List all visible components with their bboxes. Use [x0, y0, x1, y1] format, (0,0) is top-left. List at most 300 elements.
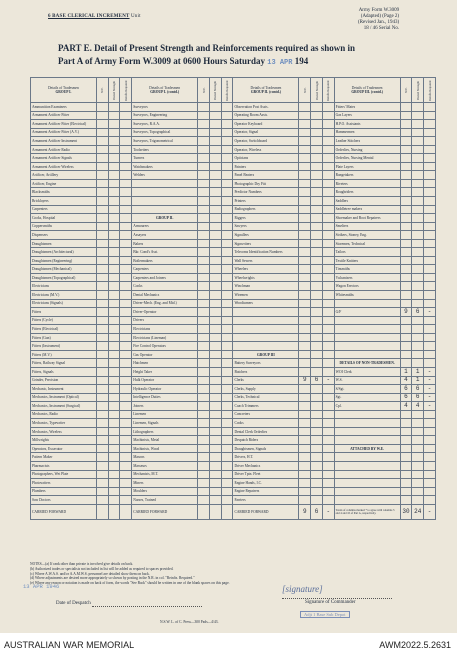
cell-we	[198, 231, 210, 240]
cell-reinf	[322, 291, 334, 300]
cell-reinf	[424, 479, 436, 488]
cell-we	[400, 342, 412, 351]
cell-posted	[108, 171, 120, 180]
trade-cell: Mechanics, Typewriter	[31, 419, 97, 428]
col-we-3: W.E.	[299, 78, 311, 103]
cell-posted	[108, 137, 120, 146]
col-details-2: Details of Tradesmen GROUP I. (contd.)	[132, 78, 198, 103]
cell-posted: 6	[412, 385, 424, 394]
cell-posted	[412, 325, 424, 334]
cell-posted	[108, 461, 120, 470]
cell-posted	[412, 316, 424, 325]
cell-reinf	[221, 325, 233, 334]
cell-posted	[108, 188, 120, 197]
trade-cell: Draughtsmen (Mechanical)	[31, 265, 97, 274]
trade-cell: Bakers	[132, 239, 198, 248]
cell-we	[96, 410, 108, 419]
cell-we	[299, 470, 311, 479]
cell-reinf	[221, 461, 233, 470]
cell-posted	[311, 256, 323, 265]
cell-reinf	[221, 436, 233, 445]
cell-posted	[311, 103, 323, 112]
cell-posted	[311, 231, 323, 240]
cell-posted	[108, 120, 120, 129]
cell-reinf: -	[322, 376, 334, 385]
cell-we	[198, 376, 210, 385]
cell-we	[299, 265, 311, 274]
cell-posted	[412, 188, 424, 197]
unit-suffix: Unit	[131, 14, 141, 19]
cell-we	[96, 350, 108, 359]
cell-reinf	[322, 179, 334, 188]
trade-cell: Cooks	[233, 419, 299, 428]
cell-we	[96, 461, 108, 470]
cell-posted	[412, 427, 424, 436]
cell-posted	[311, 145, 323, 154]
cell-reinf	[424, 444, 436, 453]
col-we-4: W.E.	[400, 78, 412, 103]
trade-cell: Fitters (Instrument)	[31, 342, 97, 351]
cell-reinf	[221, 402, 233, 411]
cell-reinf	[221, 120, 233, 129]
table-row	[31, 461, 436, 470]
table-row	[31, 179, 436, 188]
commander-signature: [signature]	[282, 584, 323, 594]
cell-posted	[209, 410, 221, 419]
trade-cell: Masons	[132, 453, 198, 462]
cell-we: 9	[299, 376, 311, 385]
cell-posted	[311, 410, 323, 419]
trade-cell: Armament Artificer Instrument	[31, 137, 97, 146]
trade-cell: Textile Knitters	[334, 256, 400, 265]
cell-reinf	[424, 291, 436, 300]
cell-posted	[412, 145, 424, 154]
total-reinf: -	[424, 504, 436, 519]
cell-posted	[209, 393, 221, 402]
table-row	[31, 154, 436, 163]
cell-reinf	[322, 393, 334, 402]
trade-cell: Bricklayers	[31, 197, 97, 206]
trade-cell: Hammermen	[334, 128, 400, 137]
table-row	[31, 453, 436, 462]
cell-we	[400, 222, 412, 231]
cell-posted	[311, 419, 323, 428]
trade-cell: Draughtsmen (Topographical)	[31, 273, 97, 282]
cell-we	[198, 273, 210, 282]
cell-we	[96, 282, 108, 291]
trade-cell: Tinsmiths	[334, 265, 400, 274]
table-row	[31, 205, 436, 214]
cell-reinf	[221, 359, 233, 368]
cell-we	[299, 316, 311, 325]
trade-cell: ATTACHED BY W.E.	[334, 444, 400, 453]
cell-reinf	[322, 128, 334, 137]
cell-we	[96, 385, 108, 394]
cell-we	[400, 205, 412, 214]
cell-we	[299, 350, 311, 359]
trade-cell	[233, 325, 299, 334]
cell-we	[96, 299, 108, 308]
cell-posted	[311, 470, 323, 479]
cell-we	[299, 436, 311, 445]
trade-cell: Draughtsmen, Signals	[233, 444, 299, 453]
cell-we	[198, 359, 210, 368]
cell-reinf	[424, 188, 436, 197]
trade-cell: W.S.	[334, 376, 400, 385]
cell-we	[198, 487, 210, 496]
cell-posted	[108, 410, 120, 419]
cell-we	[198, 461, 210, 470]
note-b: (b) Authorized trades or specialists not included in list will be added as required to spaces provided.	[30, 566, 174, 571]
part-e-title-line2	[58, 56, 308, 67]
cell-we	[198, 239, 210, 248]
cell-reinf	[120, 385, 132, 394]
cell-we	[400, 487, 412, 496]
trade-cell: Armament Artificer Fitter (A.V.)	[31, 128, 97, 137]
cell-reinf	[120, 350, 132, 359]
cell-posted	[108, 359, 120, 368]
signature-line	[282, 598, 392, 599]
adjutant-stamp: Adjt 1 Base Sub Depot	[300, 611, 350, 618]
cell-we	[299, 128, 311, 137]
trade-cell	[233, 308, 299, 317]
table-row	[31, 470, 436, 479]
cell-reinf	[120, 171, 132, 180]
cell-we	[299, 496, 311, 505]
cell-posted	[209, 436, 221, 445]
trade-cell: Carpenters and Joiners	[132, 273, 198, 282]
cell-posted	[108, 453, 120, 462]
cell-reinf	[322, 256, 334, 265]
trade-cell: Wiremen	[233, 291, 299, 300]
table-row	[31, 350, 436, 359]
form-revised: (Revised Jan., 1943)	[358, 20, 400, 25]
cell-posted	[311, 154, 323, 163]
cell-posted	[108, 419, 120, 428]
trade-cell: Artificer, Artillery	[31, 171, 97, 180]
cell-posted: 1	[412, 376, 424, 385]
cell-we	[400, 154, 412, 163]
cell-posted	[108, 436, 120, 445]
cell-we	[96, 470, 108, 479]
cell-posted	[108, 154, 120, 163]
cell-we	[400, 453, 412, 462]
cell-we	[198, 325, 210, 334]
cell-reinf	[424, 350, 436, 359]
cell-reinf	[120, 470, 132, 479]
cell-we	[96, 479, 108, 488]
cell-we	[299, 325, 311, 334]
table-row	[31, 273, 436, 282]
cell-we	[299, 342, 311, 351]
cell-reinf: -	[424, 308, 436, 317]
cell-we	[198, 205, 210, 214]
trade-cell	[233, 333, 299, 342]
cell-reinf	[120, 214, 132, 223]
cell-reinf	[424, 453, 436, 462]
cell-we	[198, 410, 210, 419]
trade-cell: Gas Layers	[334, 111, 400, 120]
cell-reinf	[221, 350, 233, 359]
trade-cell: Turners	[132, 154, 198, 163]
trade-cell: Draughtsmen (Architectural)	[31, 248, 97, 257]
cell-reinf: -	[424, 402, 436, 411]
cell-reinf	[424, 436, 436, 445]
signature-caption: Signature of Commander	[305, 600, 356, 605]
cell-reinf	[221, 479, 233, 488]
cell-posted	[209, 222, 221, 231]
cell-we	[400, 145, 412, 154]
trade-cell: Vulcanisers	[334, 273, 400, 282]
cell-posted	[108, 145, 120, 154]
cell-reinf	[322, 239, 334, 248]
trade-cell	[334, 427, 400, 436]
col-details-4: Details of Tradesmen GROUP III. (contd.)	[334, 78, 400, 103]
cell-we	[299, 179, 311, 188]
cell-reinf	[120, 256, 132, 265]
cell-reinf	[322, 197, 334, 206]
cell-reinf	[120, 273, 132, 282]
cell-we	[96, 393, 108, 402]
cell-we	[400, 333, 412, 342]
cell-reinf	[221, 308, 233, 317]
trade-cell: Riveters	[334, 179, 400, 188]
cell-reinf	[424, 111, 436, 120]
trade-cell: Armament Artificer Radio	[31, 145, 97, 154]
cell-posted	[412, 496, 424, 505]
cell-posted	[311, 179, 323, 188]
cell-reinf	[120, 393, 132, 402]
trade-cell: Mechanists, M.T.	[132, 470, 198, 479]
cell-posted	[108, 350, 120, 359]
trade-cell: Tailors	[334, 248, 400, 257]
cell-posted	[108, 427, 120, 436]
cell-posted	[108, 325, 120, 334]
cell-posted	[311, 162, 323, 171]
cell-reinf	[120, 461, 132, 470]
trade-cell: Operating Room Assts.	[233, 111, 299, 120]
cell-posted: 6	[412, 393, 424, 402]
cell-we	[299, 291, 311, 300]
trade-cell: Operator, Signal	[233, 128, 299, 137]
cell-reinf	[120, 205, 132, 214]
trade-cell: Dental Clerk Orderlies	[233, 427, 299, 436]
cell-we	[198, 145, 210, 154]
cell-reinf	[120, 436, 132, 445]
trade-cell: Ammunition Examiners	[31, 103, 97, 112]
cell-reinf	[322, 316, 334, 325]
cell-posted	[108, 265, 120, 274]
trade-cell: Operator, Switchboard	[233, 137, 299, 146]
cell-reinf	[221, 248, 233, 257]
cell-we	[299, 222, 311, 231]
cell-posted	[311, 205, 323, 214]
cell-posted	[209, 350, 221, 359]
trade-cell: Boilermakers	[132, 256, 198, 265]
cell-we	[96, 128, 108, 137]
cell-posted	[311, 359, 323, 368]
trade-cell: Mechanics, Wireless	[31, 427, 97, 436]
trade-cell: Linemen	[132, 410, 198, 419]
cell-posted	[412, 453, 424, 462]
cell-reinf	[424, 410, 436, 419]
cell-we	[299, 393, 311, 402]
col-reinf-4: Reinfts Required	[424, 78, 436, 103]
cell-reinf	[120, 479, 132, 488]
trade-cell: Hatchmen	[132, 359, 198, 368]
cell-posted: 1	[412, 367, 424, 376]
cell-reinf	[221, 137, 233, 146]
cell-reinf	[120, 197, 132, 206]
trade-cell: Armament Artificer Signals	[31, 154, 97, 163]
trade-cell: Blacksmiths	[31, 188, 97, 197]
cell-reinf	[221, 197, 233, 206]
cell-we	[198, 188, 210, 197]
cell-we	[299, 120, 311, 129]
cell-we	[198, 179, 210, 188]
cell-posted	[412, 171, 424, 180]
cell-posted	[108, 316, 120, 325]
table-row	[31, 325, 436, 334]
table-row	[31, 299, 436, 308]
cell-reinf	[120, 342, 132, 351]
cell-posted	[108, 239, 120, 248]
trade-cell: Smelters	[334, 222, 400, 231]
cell-we	[96, 265, 108, 274]
trade-cell: Saddlers	[334, 197, 400, 206]
total-posted: 24	[412, 504, 424, 519]
cell-posted	[412, 256, 424, 265]
cell-reinf	[322, 162, 334, 171]
trade-cell: Height Taker	[132, 367, 198, 376]
cell-reinf	[221, 299, 233, 308]
table-row	[31, 308, 436, 317]
trade-cell: Rangetakers	[334, 171, 400, 180]
cell-posted: 6	[412, 308, 424, 317]
trade-cell: Surveyors, Trigonometrical	[132, 137, 198, 146]
cell-reinf	[120, 231, 132, 240]
cell-we	[400, 197, 412, 206]
table-row	[31, 376, 436, 385]
cell-we: 6	[400, 393, 412, 402]
trade-cell	[334, 410, 400, 419]
cell-reinf	[322, 410, 334, 419]
trade-cell: Mechanic, Instrument	[31, 385, 97, 394]
cell-we	[96, 367, 108, 376]
cell-we	[198, 470, 210, 479]
carried-g3-posted: 6	[311, 504, 323, 519]
cell-we	[96, 402, 108, 411]
trade-cell: Cpl.	[334, 402, 400, 411]
cell-reinf	[322, 103, 334, 112]
cell-posted	[311, 350, 323, 359]
cell-we	[400, 470, 412, 479]
trade-cell: Photographers, Wet Plate	[31, 470, 97, 479]
cell-posted	[209, 214, 221, 223]
cell-reinf	[221, 470, 233, 479]
trade-cell: Butchers	[233, 367, 299, 376]
cell-we	[96, 487, 108, 496]
cell-posted	[108, 282, 120, 291]
cell-posted	[209, 179, 221, 188]
trade-cell: Photographic Dry Fitt	[233, 179, 299, 188]
trade-cell	[233, 342, 299, 351]
cell-we	[96, 359, 108, 368]
cell-we	[299, 410, 311, 419]
cell-we	[96, 162, 108, 171]
cell-reinf	[424, 256, 436, 265]
cell-posted	[209, 145, 221, 154]
cell-reinf	[120, 179, 132, 188]
cell-reinf	[424, 171, 436, 180]
table-row	[31, 410, 436, 419]
cell-posted	[209, 154, 221, 163]
cell-we	[400, 325, 412, 334]
archive-footer	[0, 633, 457, 653]
trade-cell: Nurses, Trained	[132, 496, 198, 505]
cell-posted	[412, 162, 424, 171]
trade-cell: Operators, Excavator	[31, 444, 97, 453]
trade-cell: Draughtsmen (Engineering)	[31, 256, 97, 265]
trade-cell: Armourers	[132, 222, 198, 231]
cell-reinf	[424, 265, 436, 274]
trade-cell: Winchman	[233, 282, 299, 291]
cell-we	[198, 419, 210, 428]
cell-we	[299, 479, 311, 488]
cell-reinf	[221, 427, 233, 436]
cell-we	[299, 214, 311, 223]
cell-we	[198, 393, 210, 402]
cell-reinf	[322, 436, 334, 445]
cell-we	[96, 197, 108, 206]
trade-cell: Linemen, Signals	[132, 419, 198, 428]
cell-posted	[209, 265, 221, 274]
trade-cell	[334, 342, 400, 351]
cell-we	[400, 291, 412, 300]
trade-cell: Electricians (Signals)	[31, 299, 97, 308]
cell-reinf	[221, 188, 233, 197]
archive-name: AUSTRALIAN WAR MEMORIAL	[4, 640, 135, 650]
unit-name: 6 BASE CLERICAL INCREMENT	[48, 14, 130, 19]
trade-cell: Predictor Numbers	[233, 188, 299, 197]
cell-posted	[412, 111, 424, 120]
trade-cell: Machinists, Wood	[132, 444, 198, 453]
cell-posted	[209, 342, 221, 351]
trade-cell: Bkr. Cond's Asst.	[132, 248, 198, 257]
cell-we	[400, 128, 412, 137]
cell-we	[299, 402, 311, 411]
cell-posted	[108, 103, 120, 112]
despatch-label: Date of Despatch	[56, 601, 91, 606]
cell-reinf	[322, 479, 334, 488]
cell-we	[198, 291, 210, 300]
trade-cell: Roughriders	[334, 188, 400, 197]
cell-reinf	[424, 239, 436, 248]
trade-cell: G/F	[334, 308, 400, 317]
trade-cell: Fitters (M.V.)	[31, 350, 97, 359]
cell-reinf	[424, 470, 436, 479]
cell-posted	[412, 359, 424, 368]
cell-posted	[209, 444, 221, 453]
cell-reinf	[322, 470, 334, 479]
table-row	[31, 162, 436, 171]
cell-we	[198, 171, 210, 180]
trade-cell: Fitters, Railway Signal	[31, 359, 97, 368]
cell-posted	[311, 444, 323, 453]
cell-reinf	[221, 282, 233, 291]
cell-reinf	[424, 197, 436, 206]
trade-cell: Signwriters	[233, 239, 299, 248]
